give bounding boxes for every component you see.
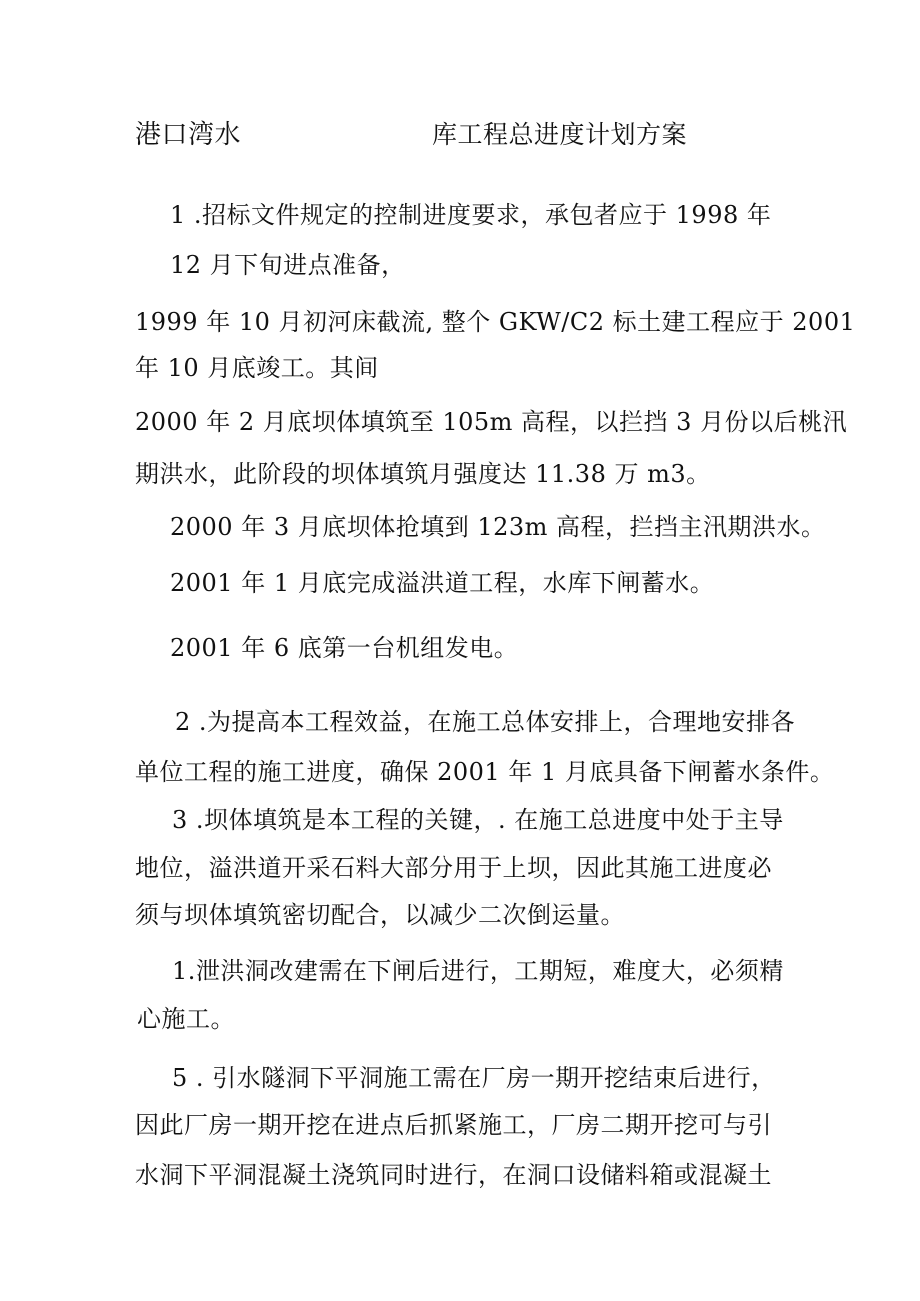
paragraph-line: 水洞下平洞混凝土浇筑同时进行，在洞口设储料箱或混凝土 — [135, 1161, 772, 1189]
paragraph-line: 1 .招标文件规定的控制进度要求，承包者应于 1998 年 — [170, 201, 772, 229]
paragraph-line: 2 .为提高本工程效益，在施工总体安排上，合理地安排各 — [175, 708, 796, 736]
paragraph-line: 1999 年 10 月初河床截流, 整个 GKW/C2 标土建工程应于 2001 — [135, 308, 856, 336]
paragraph-line: 因此厂房一期开挖在进点后抓紧施工，厂房二期开挖可与引 — [135, 1111, 772, 1139]
title-left: 港口湾水 — [135, 120, 242, 150]
paragraph-line: 2001 年 6 底第一台机组发电。 — [170, 634, 519, 662]
paragraph-line: 须与坝体填筑密切配合，以减少二次倒运量。 — [135, 901, 625, 929]
paragraph-line: 地位，溢洪道开采石料大部分用于上坝，因此其施工进度必 — [135, 854, 772, 882]
paragraph-line: 2000 年 2 月底坝体填筑至 105m 高程，以拦挡 3 月份以后桃汛 — [135, 408, 848, 436]
paragraph-line: 12 月下旬进点准备， — [170, 251, 406, 279]
paragraph-line: 期洪水，此阶段的坝体填筑月强度达 11.38 万 m3。 — [135, 460, 711, 488]
paragraph-line: 2000 年 3 月底坝体抢填到 123m 高程，拦挡主汛期洪水。 — [170, 513, 826, 541]
paragraph-line: 年 10 月底竣工。其间 — [135, 354, 379, 382]
paragraph-line: 心施工。 — [137, 1005, 235, 1033]
paragraph-line: 3 .坝体填筑是本工程的关键，. 在施工总进度中处于主导 — [172, 806, 784, 834]
title-right: 库工程总进度计划方案 — [432, 120, 688, 149]
paragraph-line: 1.泄洪洞改建需在下闸后进行，工期短，难度大，必须精 — [172, 957, 784, 985]
paragraph-line: 单位工程的施工进度，确保 2001 年 1 月底具备下闸蓄水条件。 — [135, 758, 835, 786]
paragraph-line: 2001 年 1 月底完成溢洪道工程，水库下闸蓄水。 — [170, 569, 715, 597]
paragraph-line: 5 . 引水隧洞下平洞施工需在厂房一期开挖结束后进行， — [172, 1064, 776, 1092]
